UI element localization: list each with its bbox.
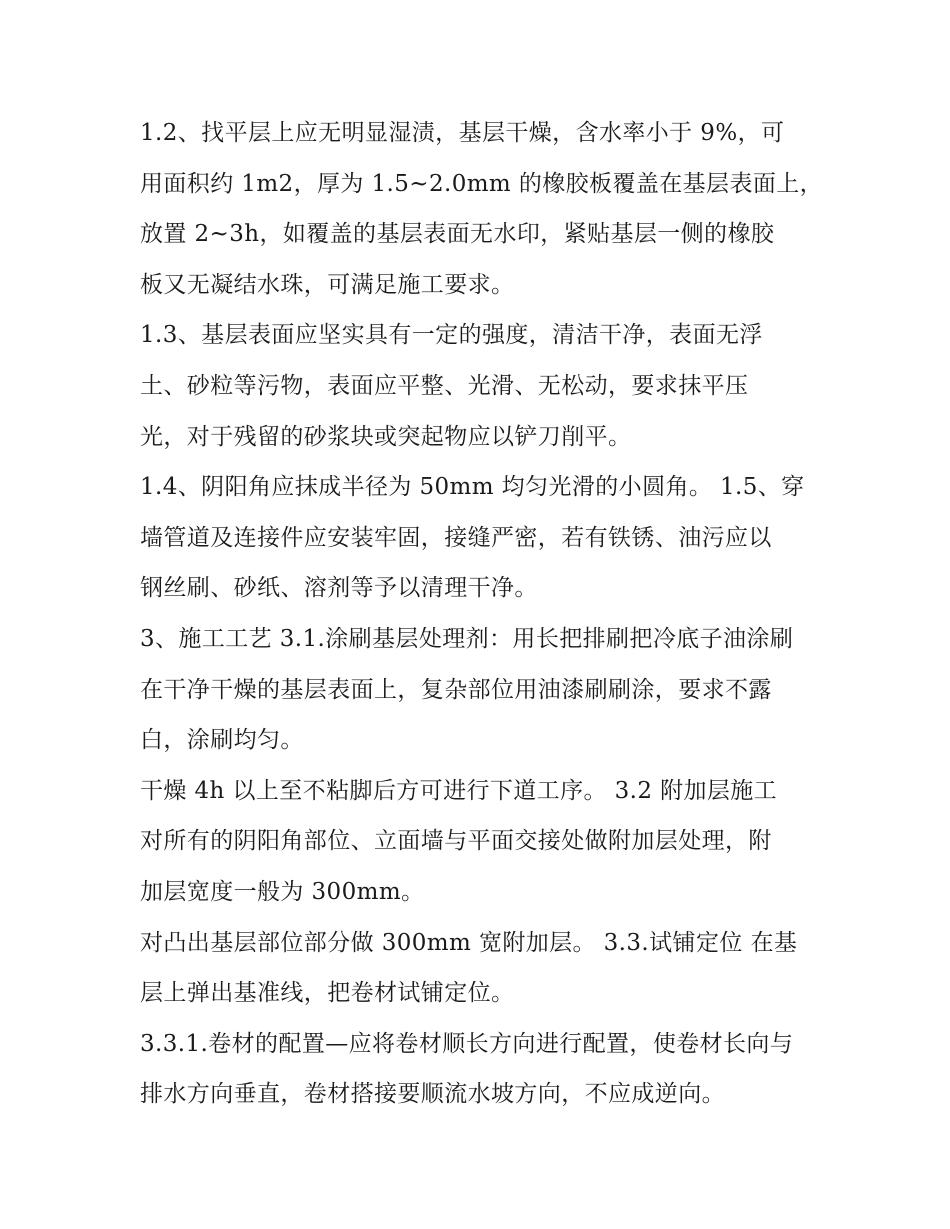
text-line: 对凸出基层部位部分做 300mm 宽附加层。 3.3.试铺定位 在基 <box>140 929 798 956</box>
text-line: 在干净干燥的基层表面上，复杂部位用油漆刷刷涂，要求不露 <box>140 676 772 703</box>
text-line: 白，涂刷均匀。 <box>140 727 304 754</box>
text-line: 钢丝刷、砂纸、溶剂等予以清理干净。 <box>140 575 538 602</box>
text-line: 对所有的阴阳角部位、立面墙与平面交接处做附加层处理，附 <box>140 828 772 855</box>
text-line: 1.2、找平层上应无明显湿渍，基层干燥，含水率小于 9%，可 <box>140 120 785 146</box>
text-line: 土、砂粒等污物，表面应平整、光滑、无松动，要求抹平压 <box>140 372 749 399</box>
text-line: 3、施工工艺 3.1.涂刷基层处理剂：用长把排刷把冷底子油涂刷 <box>140 625 794 652</box>
body-text <box>140 108 824 1120</box>
text-line: 板又无凝结水珠，可满足施工要求。 <box>140 271 515 298</box>
text-line: 层上弹出基准线，把卷材试铺定位。 <box>140 980 515 1007</box>
text-line: 3.3.1.卷材的配置—应将卷材顺长方向进行配置，使卷材长向与 <box>140 1030 794 1057</box>
text-line: 1.3、基层表面应坚实具有一定的强度，清洁干净，表面无浮 <box>140 322 763 349</box>
text-line: 干燥 4h 以上至不粘脚后方可进行下道工序。 3.2 附加层施工 <box>140 777 778 804</box>
text-line: 光，对于残留的砂浆块或突起物应以铲刀削平。 <box>140 423 632 450</box>
text-line: 排水方向垂直，卷材搭接要顺流水坡方向，不应成逆向。 <box>140 1081 725 1108</box>
text-line: 放置 2~3h，如覆盖的基层表面无水印，紧贴基层一侧的橡胶 <box>140 221 775 248</box>
text-line: 墙管道及连接件应安装牢固，接缝严密，若有铁锈、油污应以 <box>140 524 772 551</box>
text-line: 用面积约 1m2，厚为 1.5~2.0mm 的橡胶板覆盖在基层表面上， <box>140 170 824 197</box>
text-line: 加层宽度一般为 300mm。 <box>140 878 425 905</box>
text-line: 1.4、阴阳角应抹成半径为 50mm 均匀光滑的小圆角。 1.5、穿 <box>140 474 805 501</box>
